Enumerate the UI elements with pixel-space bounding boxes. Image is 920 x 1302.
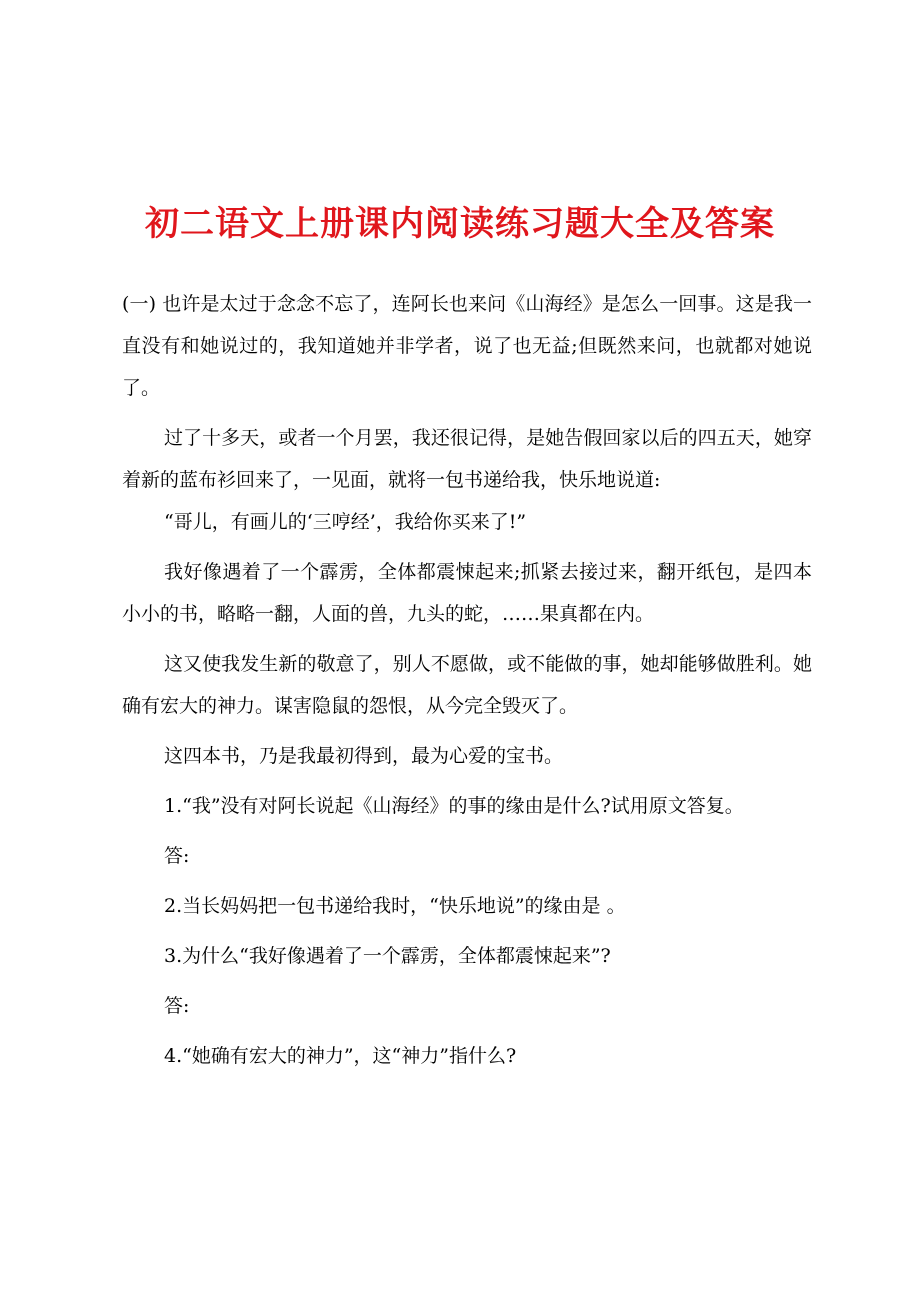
- question-3: 3.为什么“我好像遇着了一个霹雳，全体都震悚起来”?: [164, 945, 611, 967]
- paragraph-5: 这又使我发生新的敬意了，别人不愿做，或不能做的事，她却能够做胜利。她确有宏大的神力。谋害隐鼠的怨恨，从今完全毁灭了。: [122, 653, 812, 717]
- paragraph-4: 我好像遇着了一个霹雳，全体都震悚起来;抓紧去接过来，翻开纸包，是四本小小的书，略略一翻，人面的兽，九头的蛇，……果真都在内。: [122, 561, 812, 625]
- question-4: 4.“她确有宏大的神力”，这“神力”指什么?: [164, 1045, 517, 1067]
- paragraph-3: “哥儿，有画儿的‘三哼经’，我给你买来了!”: [164, 511, 527, 533]
- paragraph-2: 过了十多天，或者一个月罢，我还很记得，是她告假回家以后的四五天，她穿着新的蓝布衫回来了，一见面，就将一包书递给我，快乐地说道:: [122, 427, 812, 491]
- document-title: 初二语文上册课内阅读练习题大全及答案: [145, 204, 775, 244]
- question-2: 2.当长妈妈把一包书递给我时，“快乐地说”的缘由是 。: [164, 895, 626, 917]
- question-1: 1.“我”没有对阿长说起《山海经》的事的缘由是什么?试用原文答复。: [164, 795, 744, 817]
- answer-label-2: 答:: [164, 995, 190, 1017]
- paragraph-1: (一) 也许是太过于念念不忘了，连阿长也来问《山海经》是怎么一回事。这是我一直没有和她说过的，我知道她并非学者，说了也无益;但既然来问，也就都对她说了。: [122, 293, 812, 399]
- answer-label-1: 答:: [164, 845, 190, 867]
- document-body: [122, 283, 812, 1077]
- paragraph-6: 这四本书，乃是我最初得到，最为心爱的宝书。: [164, 745, 564, 767]
